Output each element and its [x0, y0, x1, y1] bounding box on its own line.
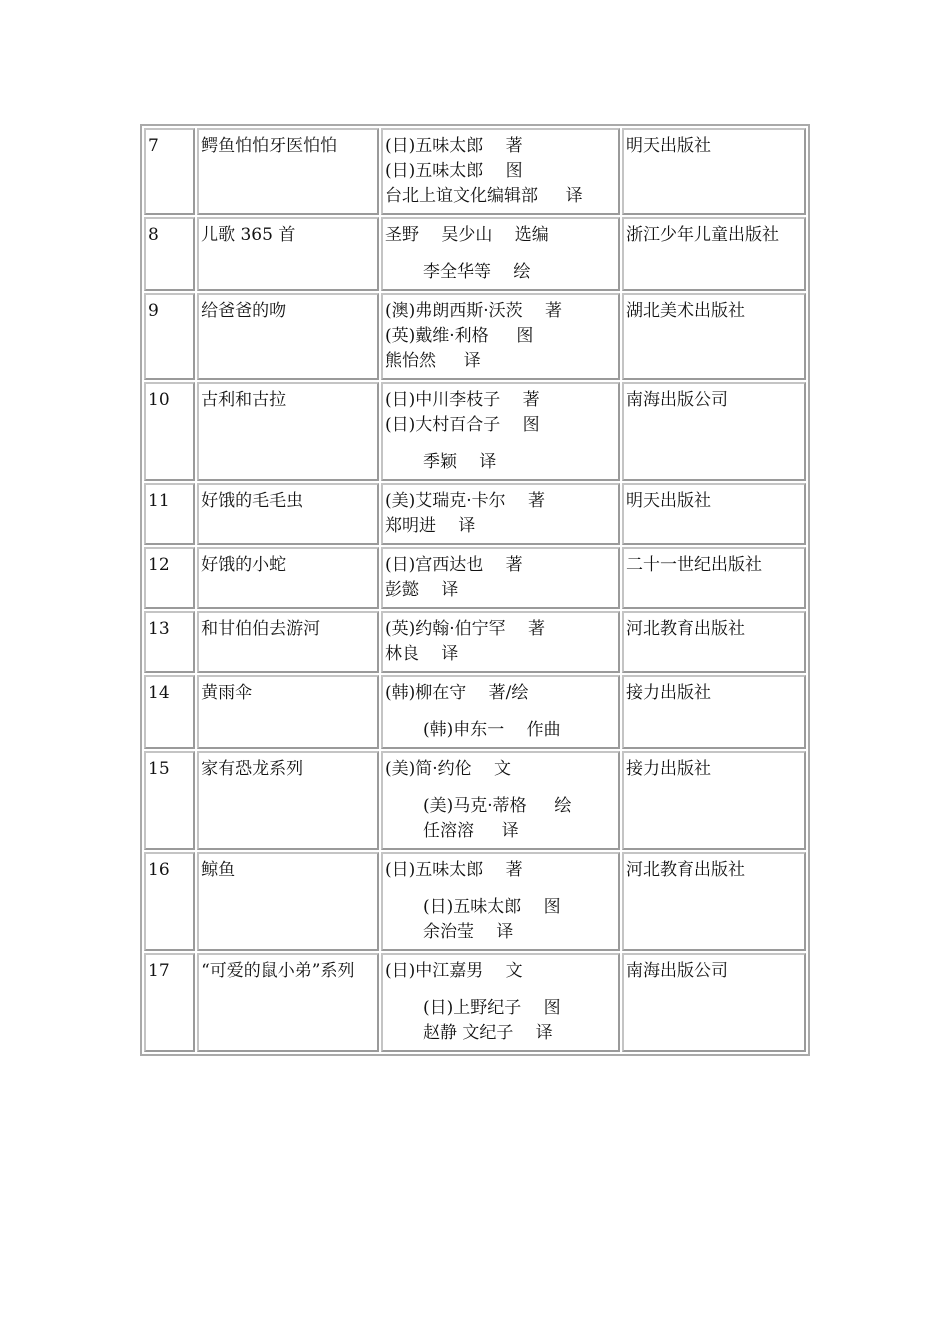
book-publisher: 南海出版公司: [622, 382, 806, 481]
book-publisher: 二十一世纪出版社: [622, 547, 806, 609]
table-row: [144, 217, 806, 291]
table-row: [144, 382, 806, 481]
book-number: 17: [144, 953, 195, 1052]
book-credits: [381, 217, 620, 291]
credit-line: 郑明进 译: [384, 516, 476, 536]
credit-line: (日)五味太郎 图: [422, 897, 561, 917]
credit-line: (美)艾瑞克·卡尔 著: [384, 491, 546, 511]
book-credits: [381, 852, 620, 951]
credit-line: 余治莹 译: [422, 922, 514, 942]
credit-line: (日)大村百合子 图: [384, 415, 540, 435]
book-credits: [381, 547, 620, 609]
book-publisher: 浙江少年儿童出版社: [622, 217, 806, 291]
book-title: 给爸爸的吻: [197, 293, 379, 380]
credit-line: (日)中江嘉男 文: [384, 961, 523, 981]
book-number: 12: [144, 547, 195, 609]
book-title: 好饿的毛毛虫: [197, 483, 379, 545]
credit-line: (日)五味太郎 著: [384, 860, 523, 880]
book-publisher: 河北教育出版社: [622, 852, 806, 951]
credit-line: (美)简·约伦 文: [384, 759, 512, 779]
credit-line: 熊怡然 译: [384, 351, 481, 371]
credit-line: (日)宫西达也 著: [384, 555, 523, 575]
book-publisher: 明天出版社: [622, 128, 806, 215]
book-number: 10: [144, 382, 195, 481]
credit-line: 彭懿 译: [384, 580, 459, 600]
credit-line: 台北上谊文化编辑部 译: [384, 186, 583, 206]
book-credits: [381, 293, 620, 380]
credit-line: (澳)弗朗西斯·沃茨 著: [384, 301, 563, 321]
book-number: 15: [144, 751, 195, 850]
book-title: “可爱的鼠小弟”系列: [197, 953, 379, 1052]
table-row: [144, 751, 806, 850]
credit-line: (日)五味太郎 图: [384, 161, 523, 181]
book-number: 9: [144, 293, 195, 380]
table-row: [144, 483, 806, 545]
book-credits: [381, 751, 620, 850]
credit-line: 圣野 吴少山 选编: [384, 225, 549, 245]
book-credits: [381, 128, 620, 215]
book-rows: [144, 128, 806, 1052]
book-number: 14: [144, 675, 195, 749]
credit-line: (韩)柳在守 著/绘: [384, 683, 529, 703]
credit-line: (日)上野纪子 图: [422, 998, 561, 1018]
credit-line: 林良 译: [384, 644, 459, 664]
book-publisher: 接力出版社: [622, 751, 806, 850]
table-row: [144, 611, 806, 673]
credit-line: 任溶溶 译: [422, 821, 519, 841]
book-title: 黄雨伞: [197, 675, 379, 749]
table-row: [144, 293, 806, 380]
book-title: 家有恐龙系列: [197, 751, 379, 850]
book-number: 8: [144, 217, 195, 291]
book-title: 鲸鱼: [197, 852, 379, 951]
credit-line: 季颖 译: [422, 452, 497, 472]
book-title: 古利和古拉: [197, 382, 379, 481]
table-row: [144, 675, 806, 749]
book-number: 7: [144, 128, 195, 215]
book-list-table: [140, 124, 810, 1056]
book-title: 好饿的小蛇: [197, 547, 379, 609]
book-publisher: 明天出版社: [622, 483, 806, 545]
book-credits: [381, 675, 620, 749]
table-row: [144, 852, 806, 951]
credit-line: 赵静 文纪子 译: [422, 1023, 553, 1043]
book-title: 和甘伯伯去游河: [197, 611, 379, 673]
credit-line: (英)戴维·利格 图: [384, 326, 534, 346]
book-publisher: 南海出版公司: [622, 953, 806, 1052]
book-credits: [381, 611, 620, 673]
table-row: [144, 953, 806, 1052]
credit-line: (日)五味太郎 著: [384, 136, 523, 156]
book-title: 儿歌 365 首: [197, 217, 379, 291]
credit-line: (美)马克·蒂格 绘: [422, 796, 572, 816]
book-publisher: 接力出版社: [622, 675, 806, 749]
book-number: 13: [144, 611, 195, 673]
book-number: 11: [144, 483, 195, 545]
credit-line: (英)约翰·伯宁罕 著: [384, 619, 546, 639]
book-publisher: 河北教育出版社: [622, 611, 806, 673]
credit-line: (日)中川李枝子 著: [384, 390, 540, 410]
book-credits: [381, 382, 620, 481]
book-credits: [381, 953, 620, 1052]
table-row: [144, 547, 806, 609]
credit-line: (韩)申东一 作曲: [422, 720, 561, 740]
table-row: [144, 128, 806, 215]
book-publisher: 湖北美术出版社: [622, 293, 806, 380]
book-credits: [381, 483, 620, 545]
book-number: 16: [144, 852, 195, 951]
book-title: 鳄鱼怕怕牙医怕怕: [197, 128, 379, 215]
credit-line: 李全华等 绘: [422, 262, 531, 282]
